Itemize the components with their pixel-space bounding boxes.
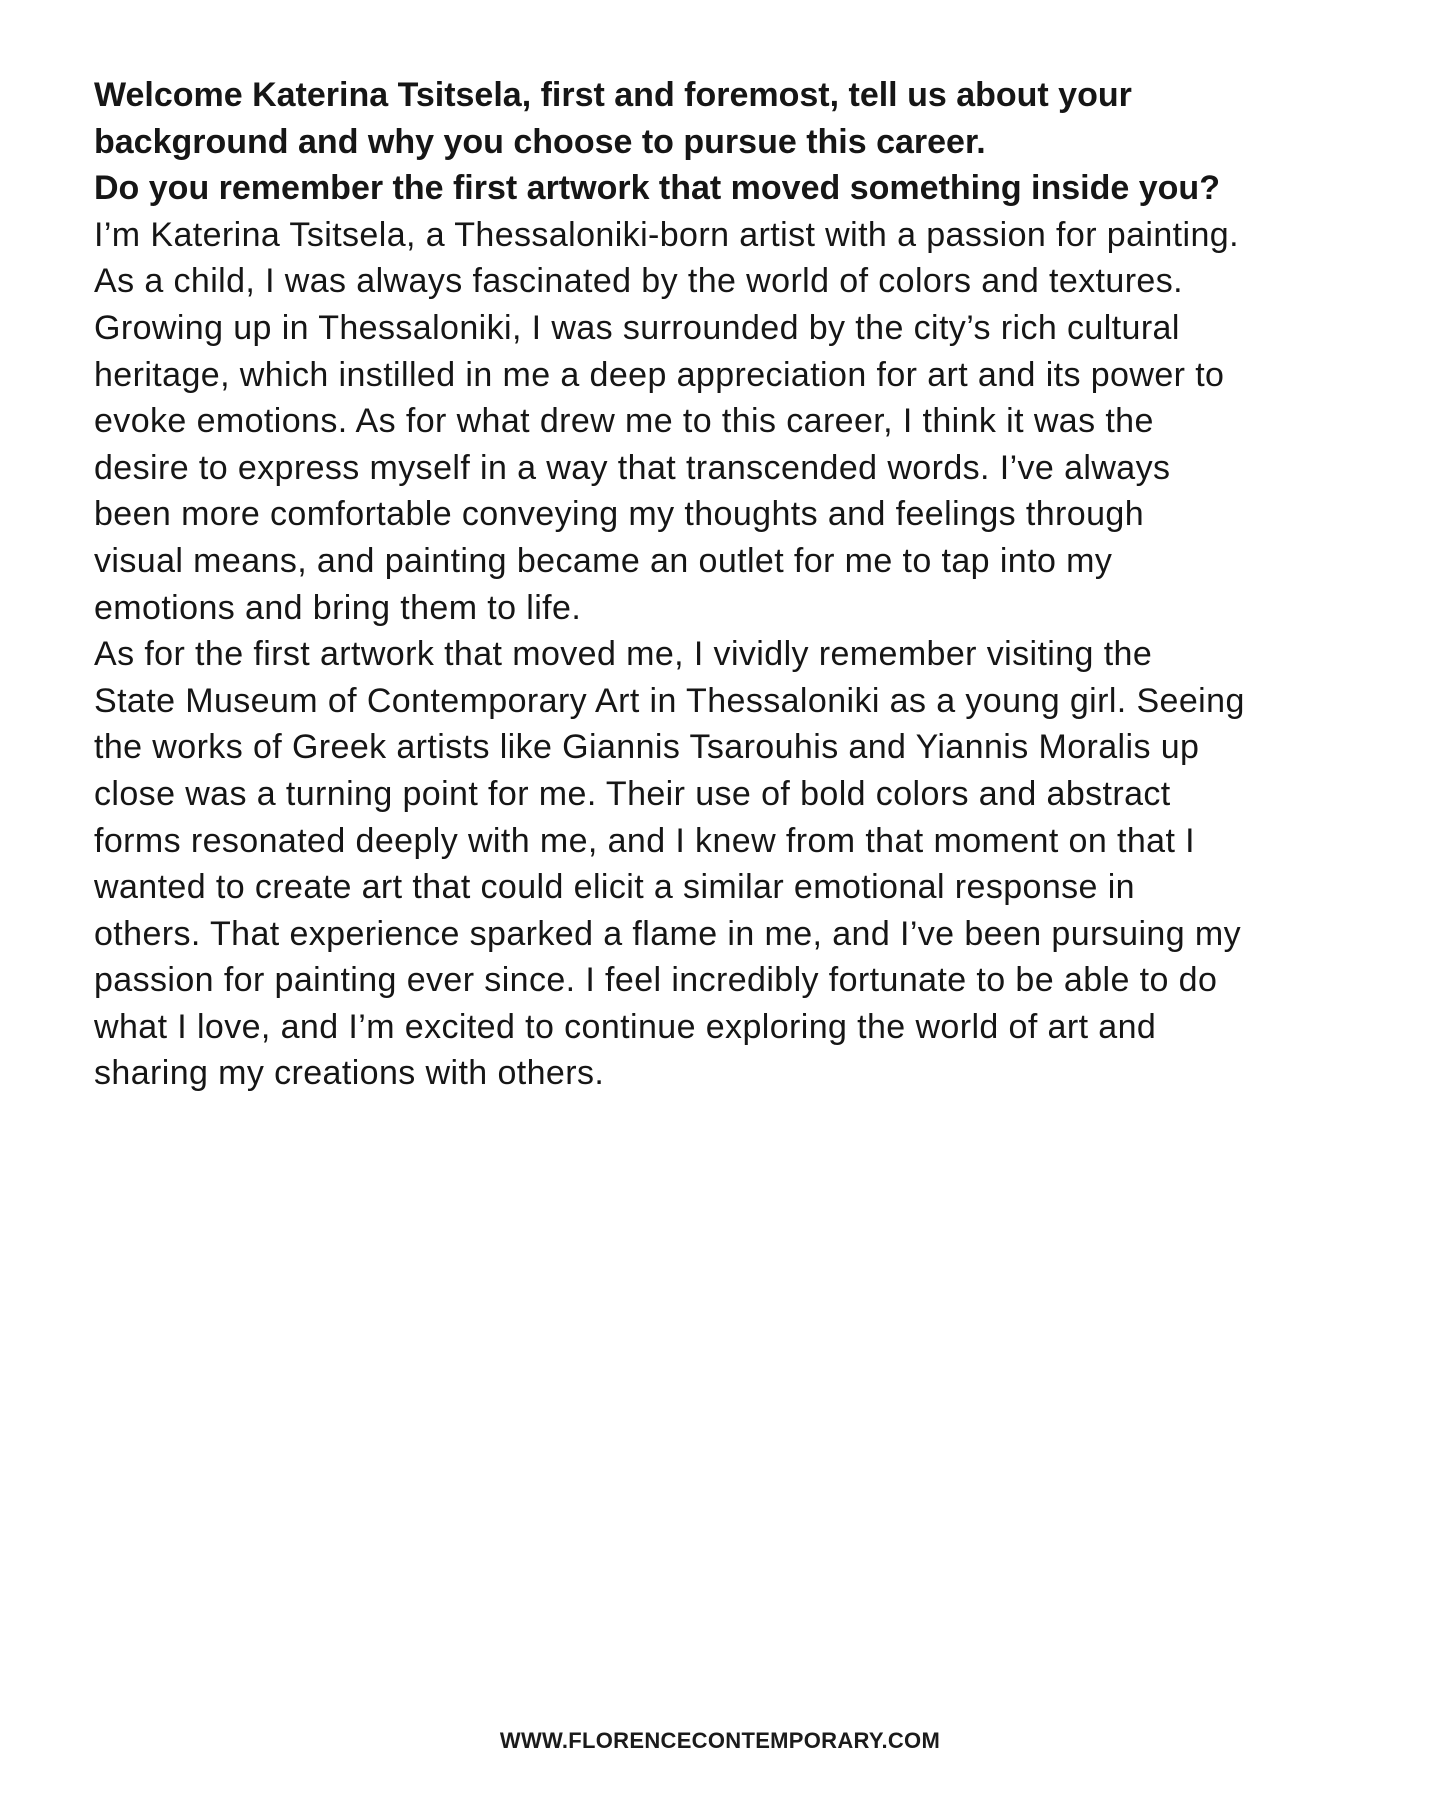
answer-line: evoke emotions. As for what drew me to this career, I think it was the <box>94 402 1154 441</box>
answer-line: close was a turning point for me. Their use of bold colors and abstract <box>94 774 1171 813</box>
answer-line: others. That experience sparked a flame in me, and I’ve been pursuing my <box>94 914 1242 953</box>
interview-question <box>94 72 1384 212</box>
question-line: Welcome Katerina Tsitsela, first and foremost, tell us about your <box>94 76 1132 114</box>
question-line: Do you remember the first artwork that moved something inside you? <box>94 169 1220 208</box>
answer-line: desire to express myself in a way that transcended words. I’ve always <box>94 448 1171 487</box>
answer-line: wanted to create art that could elicit a similar emotional response in <box>94 868 1135 907</box>
answer-line: emotions and bring them to life. <box>94 588 582 627</box>
answer-line: sharing my creations with others. <box>94 1054 605 1093</box>
question-line: background and why you choose to pursue this career. <box>94 122 986 161</box>
answer-line: I’m Katerina Tsitsela, a Thessaloniki-born artist with a passion for painting. <box>94 215 1239 254</box>
footer-website: WWW.FLORENCECONTEMPORARY.COM <box>499 1728 941 1753</box>
answer-line: State Museum of Contemporary Art in Thessaloniki as a young girl. Seeing <box>94 681 1245 720</box>
answer-paragraph-2 <box>94 631 1384 1097</box>
answer-line: Growing up in Thessaloniki, I was surrounded by the city’s rich cultural <box>94 308 1180 347</box>
interview-text-block <box>94 72 1384 1097</box>
answer-line: heritage, which instilled in me a deep appreciation for art and its power to <box>94 355 1225 394</box>
answer-line: As a child, I was always fascinated by the world of colors and textures. <box>94 262 1183 301</box>
answer-line: As for the first artwork that moved me, I vividly remember visiting the <box>94 635 1153 674</box>
answer-paragraph-1 <box>94 212 1384 631</box>
answer-line: passion for painting ever since. I feel incredibly fortunate to be able to do <box>94 961 1218 1000</box>
answer-line: what I love, and I’m excited to continue exploring the world of art and <box>94 1007 1157 1046</box>
answer-line: visual means, and painting became an outlet for me to tap into my <box>94 541 1113 580</box>
answer-line: been more comfortable conveying my thoughts and feelings through <box>94 495 1144 534</box>
answer-line: the works of Greek artists like Giannis Tsarouhis and Yiannis Moralis up <box>94 728 1200 767</box>
answer-line: forms resonated deeply with me, and I knew from that moment on that I <box>94 821 1196 860</box>
